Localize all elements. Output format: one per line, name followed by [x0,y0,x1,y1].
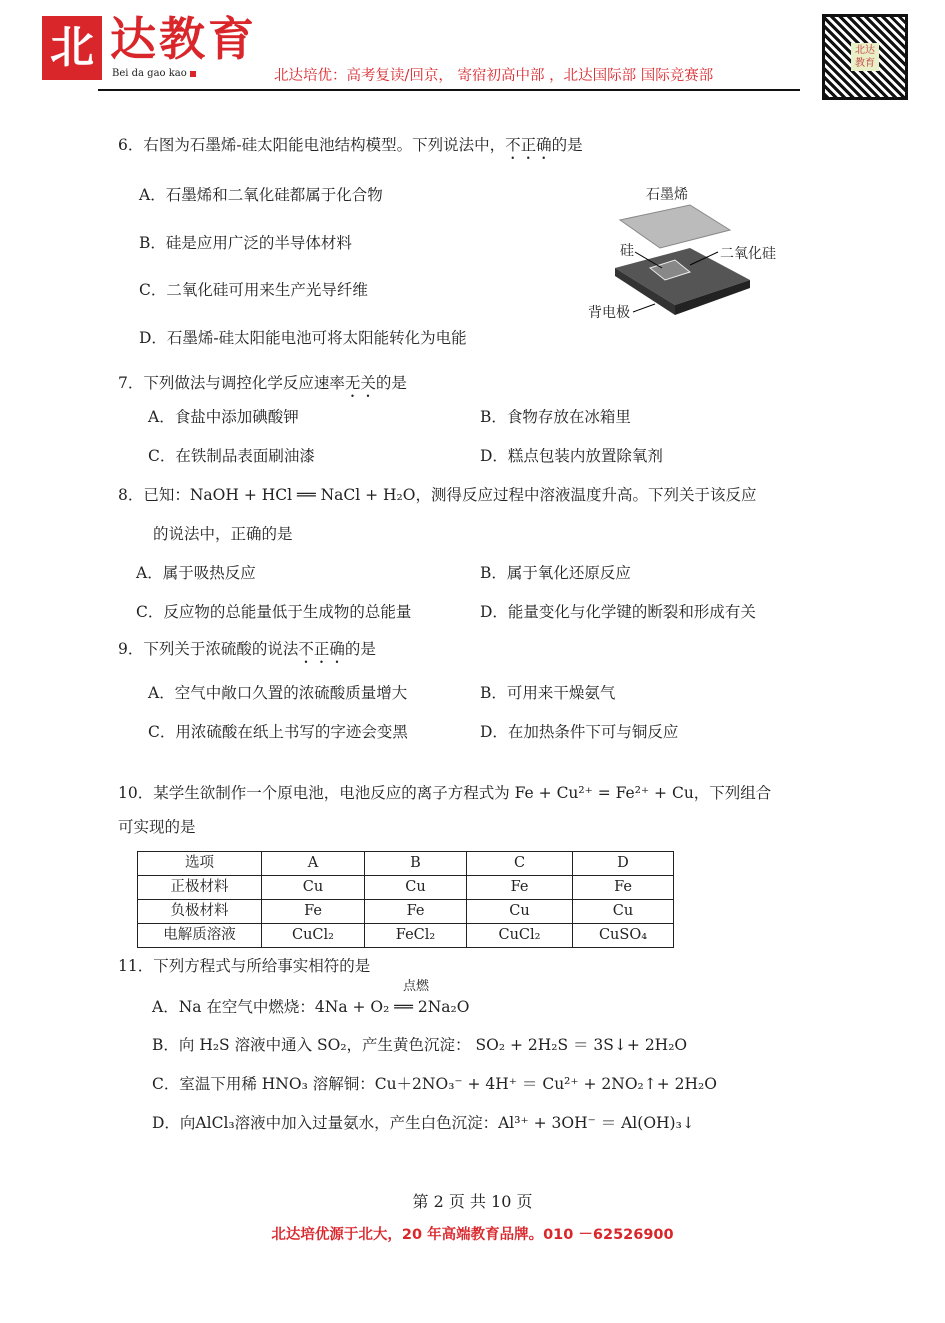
q6-option-d: D．石墨烯-硅太阳能电池可将太阳能转化为电能 [139,329,467,347]
q7-stem-text: 7．下列做法与调控化学反应速率 [118,374,345,392]
table-cell: Cu [365,876,467,900]
table-cell: CuSO₄ [573,924,674,948]
table-cell: 选项 [138,852,262,876]
q7-option-c: C．在铁制品表面刷油漆 [148,447,315,465]
table-cell: C [467,852,573,876]
q9-option-b: B．可用来干燥氨气 [480,684,616,702]
page-number: 第 2 页 共 10 页 [412,1192,533,1211]
table-cell: CuCl₂ [262,924,365,948]
q6-stem-text: 6．右图为石墨烯-硅太阳能电池结构模型。下列说法中， [118,136,506,154]
q6-stem-end: 的是 [551,136,583,154]
q7-option-d: D．糕点包装内放置除氧剂 [480,447,663,465]
table-cell: Fe [365,900,467,924]
q6-stem [118,136,583,163]
table-cell: 电解质溶液 [138,924,262,948]
q10-table [137,851,674,948]
label-silicon: 硅 [620,243,634,259]
q8-stem-cont: 的说法中，正确的是 [153,525,293,543]
table-cell: D [573,852,674,876]
q11-stem: 11．下列方程式与所给事实相符的是 [118,957,371,975]
table-cell: Fe [573,876,674,900]
logo-subtitle: Bei da gao kao [112,68,187,79]
q11-option-a: A．Na 在空气中燃烧：4Na + O₂ ══ 2Na₂O [152,998,470,1016]
table-cell: 正极材料 [138,876,262,900]
q11-option-c: C．室温下用稀 HNO₃ 溶解铜：Cu＋2NO₃⁻ + 4H⁺ ＝ Cu²⁺ + 2NO₂↑+ 2H₂O [152,1075,717,1093]
q6-option-b: B．硅是应用广泛的半导体材料 [139,234,352,252]
table-cell: Cu [262,876,365,900]
table-row [138,852,674,876]
table-row [138,900,674,924]
q9-stem-text: 9．下列关于浓硫酸的说法 [118,640,299,658]
table-cell: 负极材料 [138,900,262,924]
q8-option-d: D．能量变化与化学键的断裂和形成有关 [480,603,756,621]
q7-stem [118,374,407,401]
table-cell: A [262,852,365,876]
q11-option-b: B．向 H₂S 溶液中通入 SO₂，产生黄色沉淀： SO₂ + 2H₂S ＝ 3S↓+ 2H₂O [152,1036,688,1054]
table-cell: Fe [262,900,365,924]
q7-option-b: B．食物存放在冰箱里 [480,408,631,426]
q10-stem-cont: 可实现的是 [118,818,196,836]
table-cell: B [365,852,467,876]
label-back-electrode: 背电极 [588,305,630,321]
label-silica: 二氧化硅 [720,246,776,262]
q8-option-c: C．反应物的总能量低于生成物的总能量 [136,603,412,621]
table-cell: Cu [573,900,674,924]
logo-text: 达教育 [110,12,257,66]
table-row [138,876,674,900]
q9-option-d: D．在加热条件下可与铜反应 [480,723,679,741]
header-divider [98,89,800,91]
q8-stem: 8．已知：NaOH + HCl ══ NaCl + H₂O，测得反应过程中溶液温度升高。下列关于该反应 [118,486,757,504]
q7-option-a: A．食盐中添加碘酸钾 [148,408,299,426]
qr-center-logo: 北达教育 [851,43,879,71]
q8-option-a: A．属于吸热反应 [136,564,256,582]
graphene-layer [620,205,730,248]
header-tagline: 北达培优：高考复读/回京， 寄宿初高中部 ，北达国际部 国际竞赛部 [274,68,714,84]
q7-emphasis: 无关 [344,374,376,392]
q9-option-a: A．空气中敞口久置的浓硫酸质量增大 [148,684,408,702]
q9-stem-end: 的是 [344,640,376,658]
table-cell: Cu [467,900,573,924]
q10-stem: 10．某学生欲制作一个原电池，电池反应的离子方程式为 Fe + Cu²⁺ = Fe²⁺ + Cu，下列组合 [118,784,772,802]
logo-square [190,71,196,77]
q11-option-d: D．向AlCl₃溶液中加入过量氨水，产生白色沉淀：Al³⁺ + 3OH⁻ ＝ Al(OH)₃↓ [152,1114,695,1132]
q6-emphasis: 不正确 [505,136,552,154]
q8-option-b: B．属于氧化还原反应 [480,564,631,582]
q11-condition: 点燃 [403,979,430,994]
q9-stem [118,640,376,667]
q6-option-c: C．二氧化硅可用来生产光导纤维 [139,281,368,299]
label-graphene: 石墨烯 [646,187,688,203]
table-cell: CuCl₂ [467,924,573,948]
table-row [138,924,674,948]
q7-stem-end: 的是 [375,374,407,392]
logo: 北 [42,16,102,80]
table-cell: FeCl₂ [365,924,467,948]
q6-option-a: A．石墨烯和二氧化硅都属于化合物 [139,186,383,204]
table-cell: Fe [467,876,573,900]
footer-ad: 北达培优源于北大，20 年高端教育品牌。010 －62526900 [271,1227,674,1243]
q9-option-c: C．用浓硫酸在纸上书写的字迹会变黑 [148,723,408,741]
q9-emphasis: 不正确 [298,640,345,658]
